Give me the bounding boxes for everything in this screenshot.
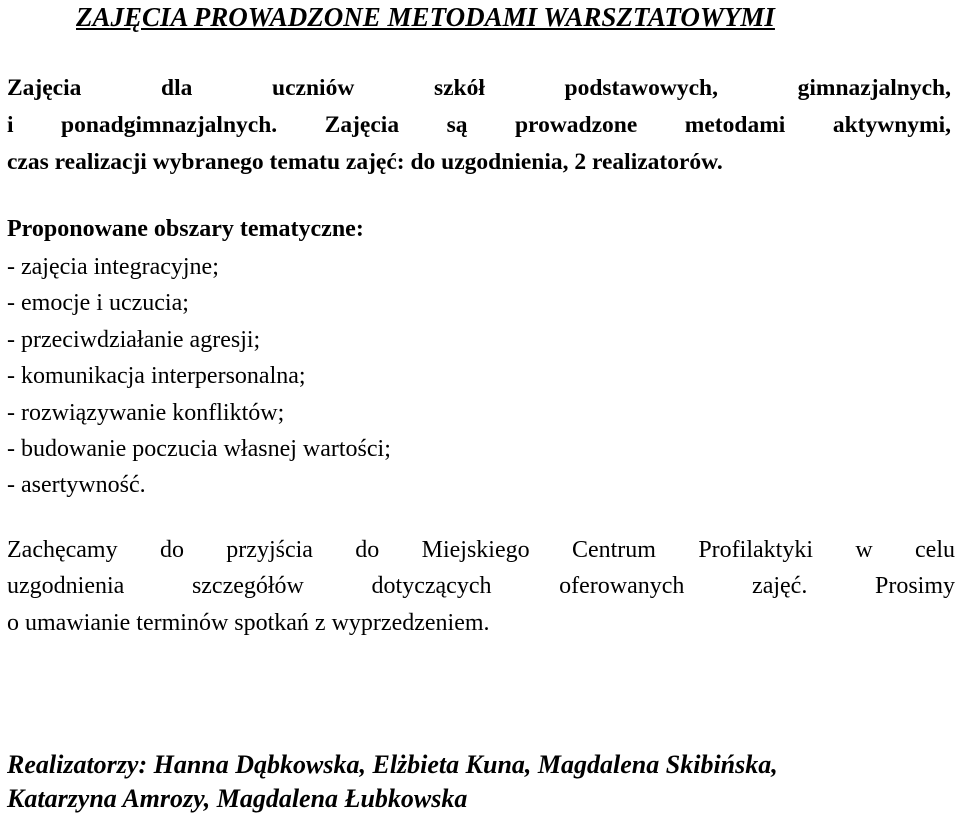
- intro-line: czas realizacji wybranego tematu zajęć: do uzgodnienia, 2 realizatorów.: [7, 149, 723, 175]
- invite-line: Zachęcamy do przyjścia do Miejskiego Centrum Profilaktyki w celu: [7, 537, 955, 563]
- topic-item: - komunikacja interpersonalna;: [7, 363, 306, 390]
- authors-paragraph: [7, 748, 778, 816]
- topic-item: - emocje i uczucia;: [7, 290, 189, 317]
- invite-paragraph: [7, 532, 955, 641]
- invite-line: o umawianie terminów spotkań z wyprzedzeniem.: [7, 609, 490, 636]
- authors-line: Realizatorzy: Hanna Dąbkowska, Elżbieta Kuna, Magdalena Skibińska,: [7, 750, 778, 779]
- intro-paragraph: [7, 70, 951, 181]
- intro-line: Zajęcia dla uczniów szkół podstawowych, gimnazjalnych,: [7, 75, 951, 101]
- topics-list: [7, 249, 391, 504]
- topic-item: - rozwiązywanie konfliktów;: [7, 399, 285, 426]
- topics-heading: Proponowane obszary tematyczne:: [7, 216, 364, 242]
- topic-item: - budowanie poczucia własnej wartości;: [7, 436, 391, 463]
- topic-item: - przeciwdziałanie agresji;: [7, 326, 261, 353]
- document-title: ZAJĘCIA PROWADZONE METODAMI WARSZTATOWYMI: [76, 2, 775, 32]
- topic-item: - zajęcia integracyjne;: [7, 254, 219, 280]
- intro-line: i ponadgimnazjalnych. Zajęcia są prowadzone metodami aktywnymi,: [7, 112, 951, 138]
- invite-line: uzgodnienia szczegółów dotyczących oferowanych zajęć. Prosimy: [7, 573, 955, 600]
- topic-item: - asertywność.: [7, 472, 146, 499]
- authors-line: Katarzyna Amrozy, Magdalena Łubkowska: [7, 784, 468, 813]
